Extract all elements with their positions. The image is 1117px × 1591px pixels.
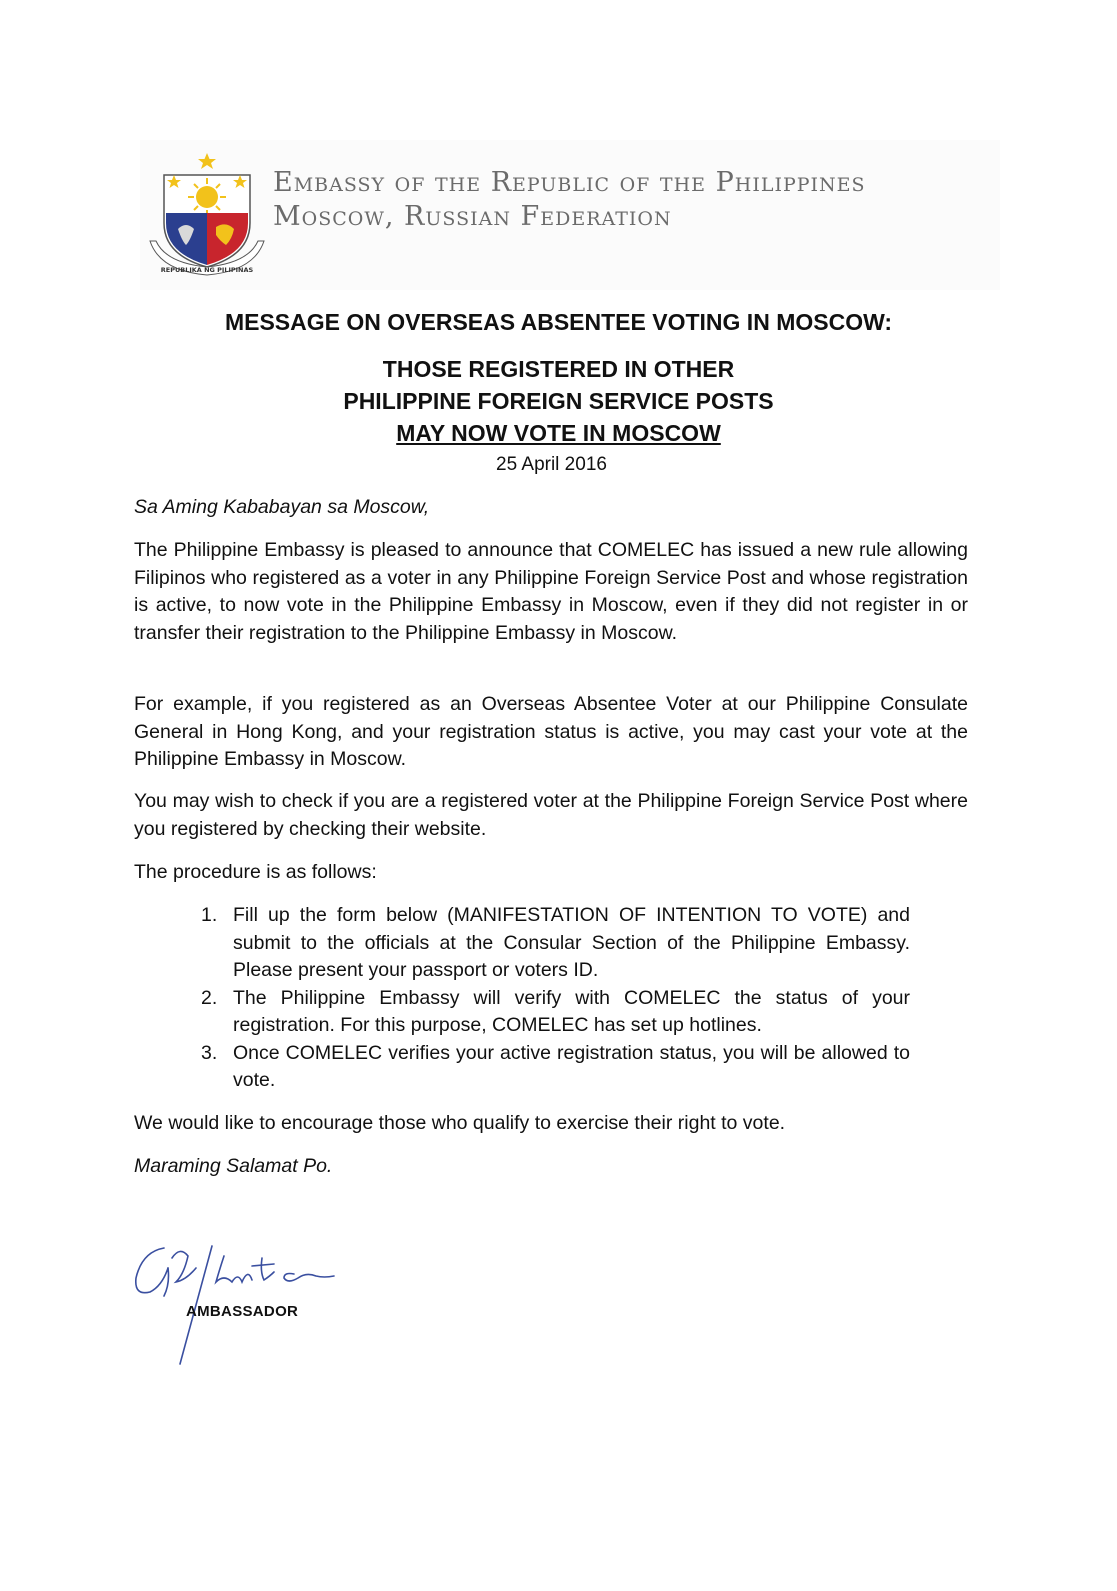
embassy-name-line2: Moscow, Russian Federation [273,201,672,232]
step-number: 1. [201,904,218,926]
closing-line: Maraming Salamat Po. [134,1155,333,1177]
paragraph-announcement: The Philippine Embassy is pleased to announce that COMELEC has issued a new rule allowing Filipinos who registered as a voter in any Philippine Foreign Service Post and whose registration is active, to now vote in the Philippine Embassy in Moscow, even if they did not register in or transfer their registration to the Philippine Embassy in Moscow. [134,539,968,644]
sub-heading-line2: PHILIPPINE FOREIGN SERVICE POSTS [343,388,774,414]
step-text: Once COMELEC verifies your active registration status, you will be allowed to vote. [233,1041,910,1091]
seal-text [0,0,1,1]
svg-text:REPUBLIKA NG PILIPINAS: REPUBLIKA NG PILIPINAS [160,266,254,274]
paragraph-check-registration: You may wish to check if you are a registered voter at the Philippine Foreign Service Post where you registered by checking their website. [134,790,968,840]
paragraph-example: For example, if you registered as an Overseas Absentee Voter at our Philippine Consulate General in Hong Kong, and your registration status is active, you may cast your vote at the Philippine Embassy in Moscow. [134,693,968,770]
step-text: Fill up the form below (MANIFESTATION OF INTENTION TO VOTE) and submit to the officials at the Consular Section of the Philippine Embassy. Please present your passport or voters ID. [233,904,910,981]
procedure-steps [196,902,910,1095]
letter-date: 25 April 2016 [496,454,607,475]
step-text: The Philippine Embassy will verify with COMELEC the status of your registration. For this purpose, COMELEC has set up hotlines. [233,986,910,1036]
signatory-title: AMBASSADOR [186,1303,299,1320]
step-number: 2. [201,986,218,1009]
step-number: 3. [201,1041,218,1064]
list-item [196,985,910,1040]
list-item [196,1040,910,1095]
paragraph-encouragement: We would like to encourage those who qualify to exercise their right to vote. [134,1112,786,1134]
paragraph-procedure-intro: The procedure is as follows: [134,861,377,883]
embassy-name-line1: Embassy of the Republic of the Philippines [273,167,866,198]
sub-heading-line3: MAY NOW VOTE IN MOSCOW [396,420,721,446]
philippine-coat-of-arms-seal [146,145,268,280]
sub-heading [0,353,1117,449]
sub-heading-line1: THOSE REGISTERED IN OTHER [382,356,735,382]
salutation: Sa Aming Kababayan sa Moscow, [134,496,430,518]
embassy-name [273,166,866,234]
main-heading: MESSAGE ON OVERSEAS ABSENTEE VOTING IN MOSCOW: [224,309,893,335]
list-item [196,902,910,985]
